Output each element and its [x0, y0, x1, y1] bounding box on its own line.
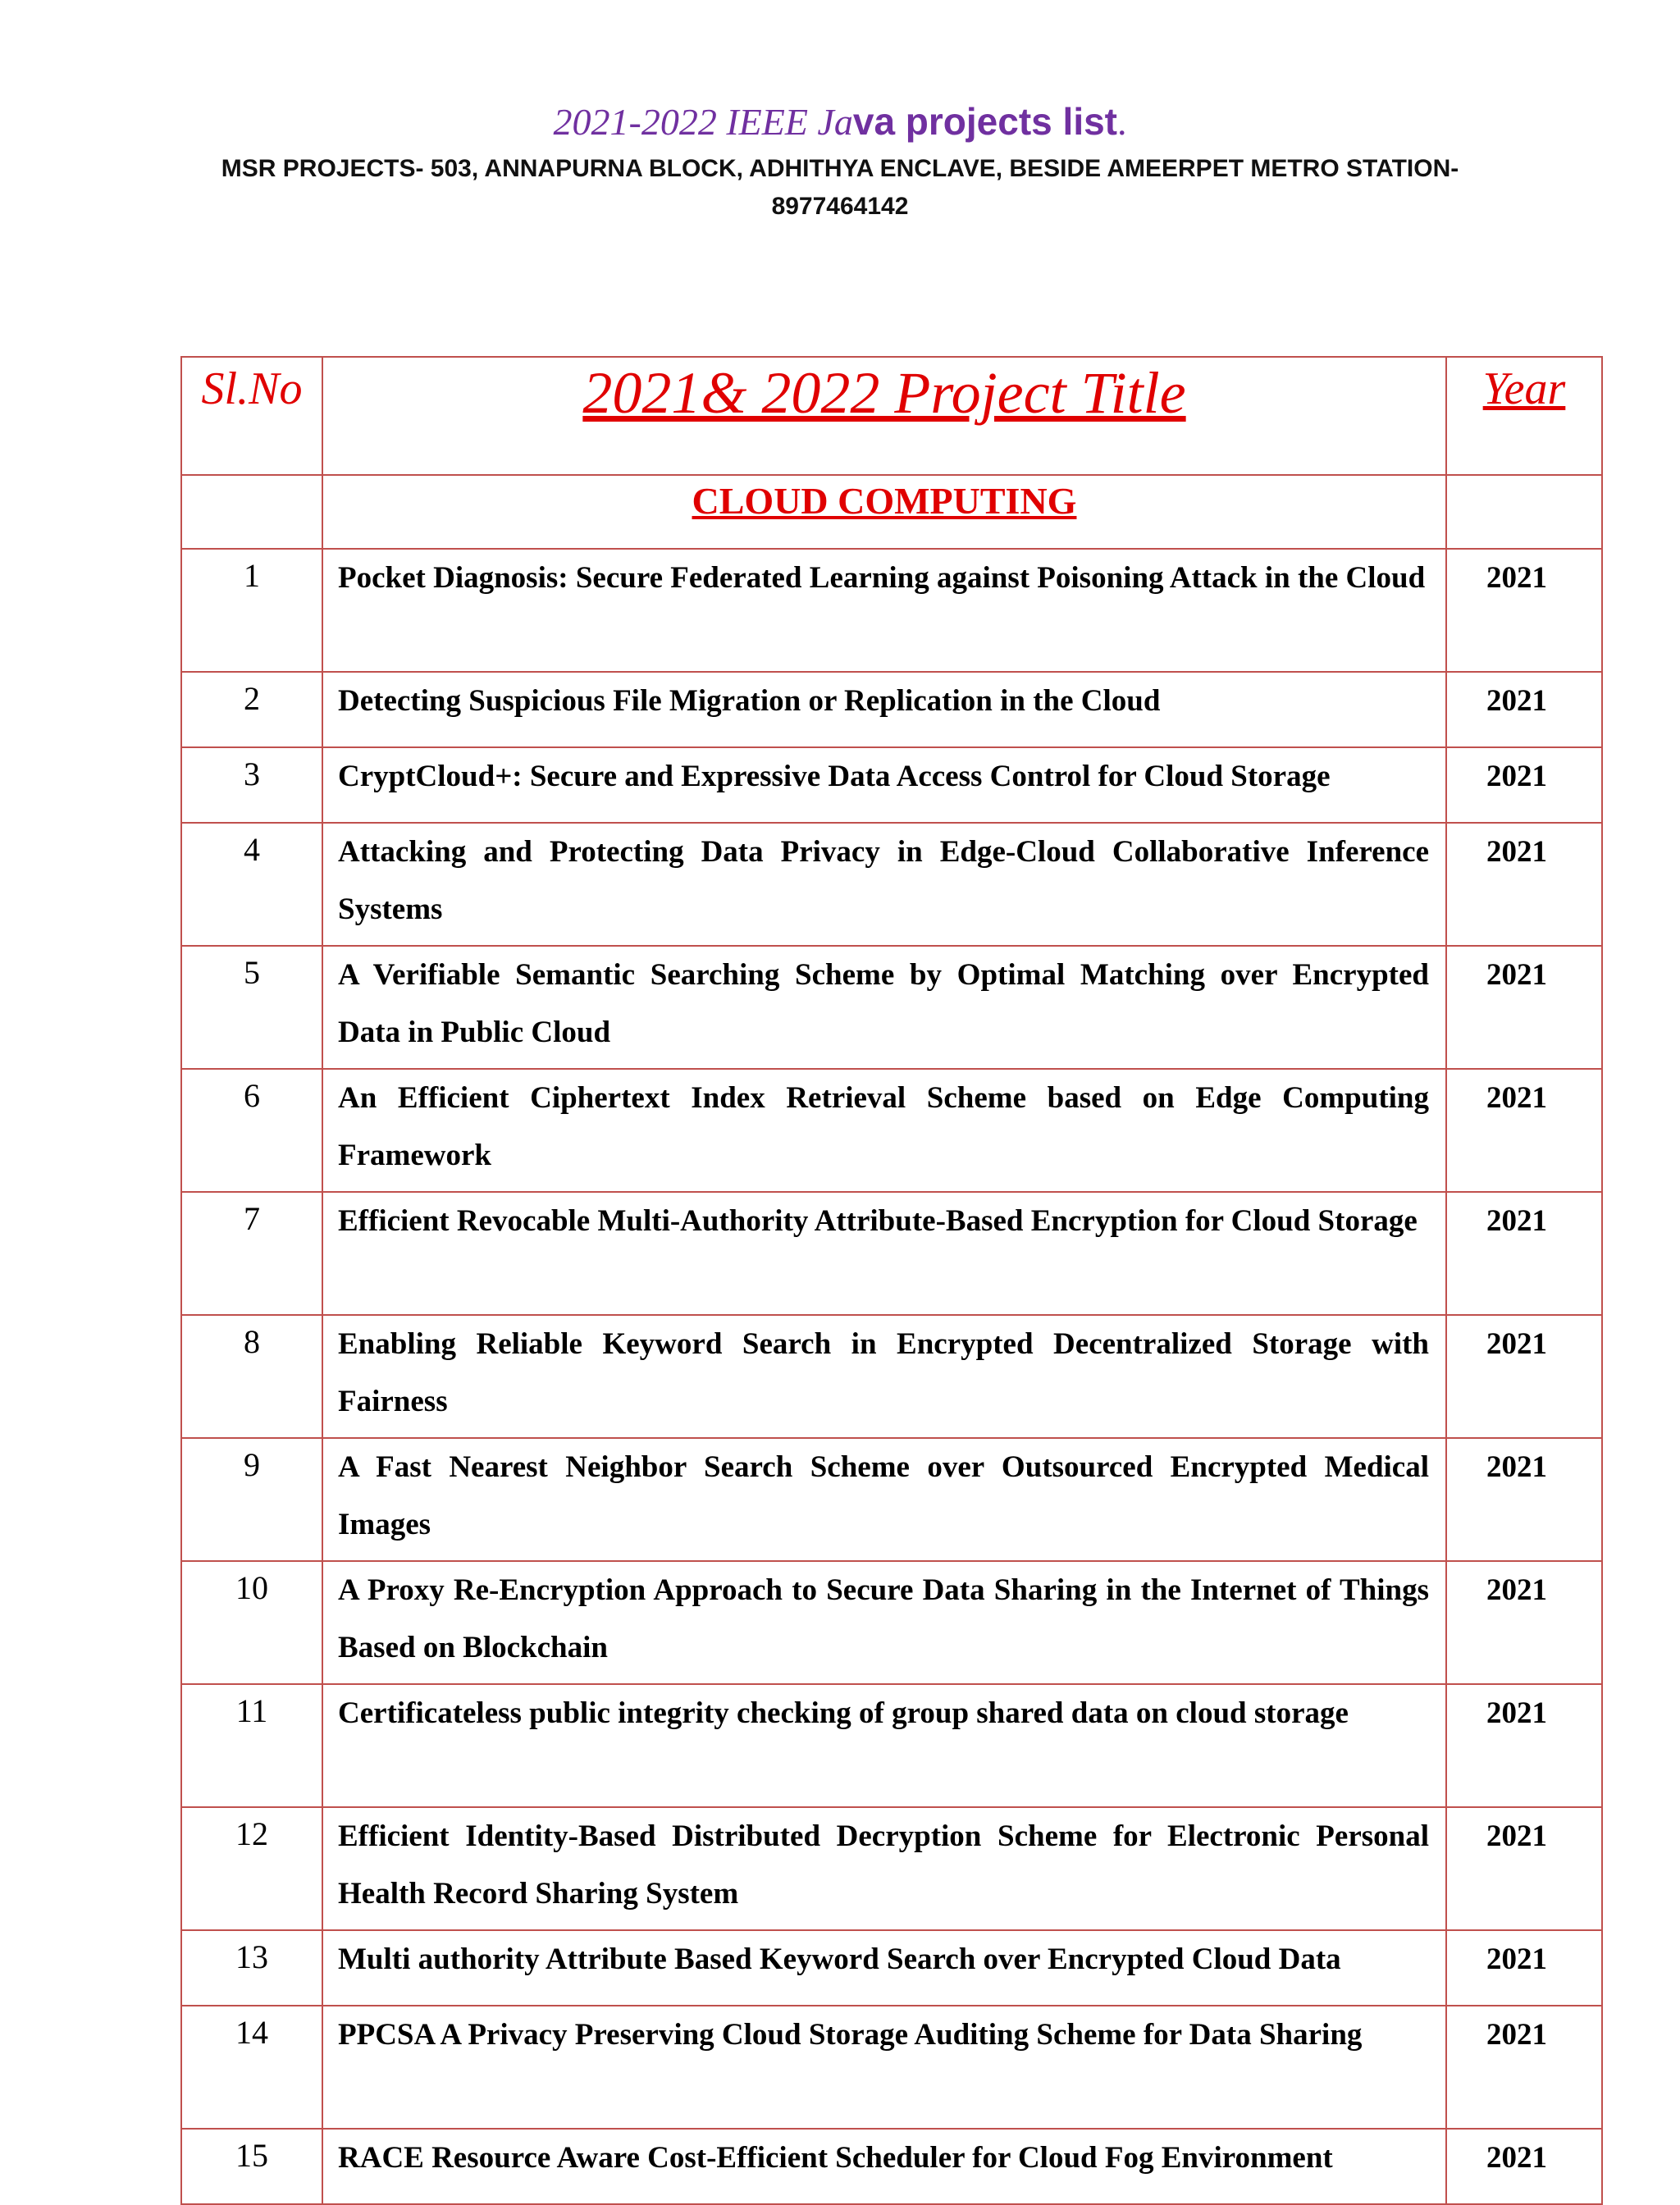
column-header-year: Year	[1446, 357, 1602, 475]
row-number: 5	[181, 946, 322, 1069]
title-dot: .	[1117, 101, 1127, 143]
project-title: Attacking and Protecting Data Privacy in Edge-Cloud Collaborative Inference Systems	[322, 823, 1446, 946]
project-title: Enabling Reliable Keyword Search in Encrypted Decentralized Storage with Fairness	[322, 1315, 1446, 1438]
table-row	[181, 1807, 1602, 1930]
table-row	[181, 2129, 1602, 2204]
row-number: 1	[181, 549, 322, 672]
column-header-slno: Sl.No	[181, 357, 322, 475]
section-blank-right	[1446, 475, 1602, 549]
project-year: 2021	[1446, 1807, 1602, 1930]
table-row	[181, 672, 1602, 747]
project-title: Detecting Suspicious File Migration or Replication in the Cloud	[322, 672, 1446, 747]
table-row	[181, 1438, 1602, 1561]
address-block	[167, 150, 1513, 226]
table-row	[181, 823, 1602, 946]
address-line-2: 8977464142	[771, 193, 909, 220]
project-year: 2021	[1446, 1684, 1602, 1807]
table-row	[181, 946, 1602, 1069]
table-row	[181, 747, 1602, 823]
row-number: 6	[181, 1069, 322, 1192]
row-number: 10	[181, 1561, 322, 1684]
project-title: A Verifiable Semantic Searching Scheme by Optimal Matching over Encrypted Data in Public Cloud	[322, 946, 1446, 1069]
projects-table	[180, 356, 1603, 2205]
table-row	[181, 549, 1602, 672]
project-title: An Efficient Ciphertext Index Retrieval Scheme based on Edge Computing Framework	[322, 1069, 1446, 1192]
project-year: 2021	[1446, 1438, 1602, 1561]
project-year: 2021	[1446, 1930, 1602, 2006]
project-year: 2021	[1446, 946, 1602, 1069]
table-row	[181, 1069, 1602, 1192]
project-title: CryptCloud+: Secure and Expressive Data Access Control for Cloud Storage	[322, 747, 1446, 823]
project-title: Efficient Identity-Based Distributed Decryption Scheme for Electronic Personal Health Record Sharing System	[322, 1807, 1446, 1930]
column-header-title: 2021& 2022 Project Title	[322, 357, 1446, 475]
project-year: 2021	[1446, 2006, 1602, 2129]
project-year: 2021	[1446, 823, 1602, 946]
project-title: A Proxy Re-Encryption Approach to Secure Data Sharing in the Internet of Things Based on Blockchain	[322, 1561, 1446, 1684]
title-part-1: 2021-2022 IEEE Ja	[553, 101, 853, 143]
project-title: Pocket Diagnosis: Secure Federated Learning against Poisoning Attack in the Cloud	[322, 549, 1446, 672]
row-number: 12	[181, 1807, 322, 1930]
project-year: 2021	[1446, 747, 1602, 823]
project-title: RACE Resource Aware Cost-Efficient Scheduler for Cloud Fog Environment	[322, 2129, 1446, 2204]
table-row	[181, 1930, 1602, 2006]
row-number: 9	[181, 1438, 322, 1561]
row-number: 7	[181, 1192, 322, 1315]
project-year: 2021	[1446, 1315, 1602, 1438]
row-number: 2	[181, 672, 322, 747]
title-part-2: va projects list	[852, 100, 1117, 143]
project-year: 2021	[1446, 549, 1602, 672]
table-row	[181, 2006, 1602, 2129]
table-row	[181, 1192, 1602, 1315]
section-blank-left	[181, 475, 322, 549]
section-row	[181, 475, 1602, 549]
section-title: CLOUD COMPUTING	[322, 475, 1446, 549]
project-title: A Fast Nearest Neighbor Search Scheme over Outsourced Encrypted Medical Images	[322, 1438, 1446, 1561]
project-year: 2021	[1446, 1192, 1602, 1315]
project-year: 2021	[1446, 2129, 1602, 2204]
table-header-row	[181, 357, 1602, 475]
address-line-1: MSR PROJECTS- 503, ANNAPURNA BLOCK, ADHITHYA ENCLAVE, BESIDE AMEERPET METRO STATION-	[221, 155, 1459, 182]
row-number: 13	[181, 1930, 322, 2006]
project-year: 2021	[1446, 672, 1602, 747]
project-title: Efficient Revocable Multi-Authority Attribute-Based Encryption for Cloud Storage	[322, 1192, 1446, 1315]
project-year: 2021	[1446, 1561, 1602, 1684]
project-title: Multi authority Attribute Based Keyword Search over Encrypted Cloud Data	[322, 1930, 1446, 2006]
document-title	[0, 97, 1680, 147]
row-number: 3	[181, 747, 322, 823]
project-title: PPCSA A Privacy Preserving Cloud Storage Auditing Scheme for Data Sharing	[322, 2006, 1446, 2129]
row-number: 8	[181, 1315, 322, 1438]
project-title: Certificateless public integrity checking of group shared data on cloud storage	[322, 1684, 1446, 1807]
row-number: 11	[181, 1684, 322, 1807]
table-row	[181, 1561, 1602, 1684]
project-year: 2021	[1446, 1069, 1602, 1192]
row-number: 15	[181, 2129, 322, 2204]
table-row	[181, 1684, 1602, 1807]
table-row	[181, 1315, 1602, 1438]
document-header	[0, 97, 1680, 226]
row-number: 14	[181, 2006, 322, 2129]
row-number: 4	[181, 823, 322, 946]
